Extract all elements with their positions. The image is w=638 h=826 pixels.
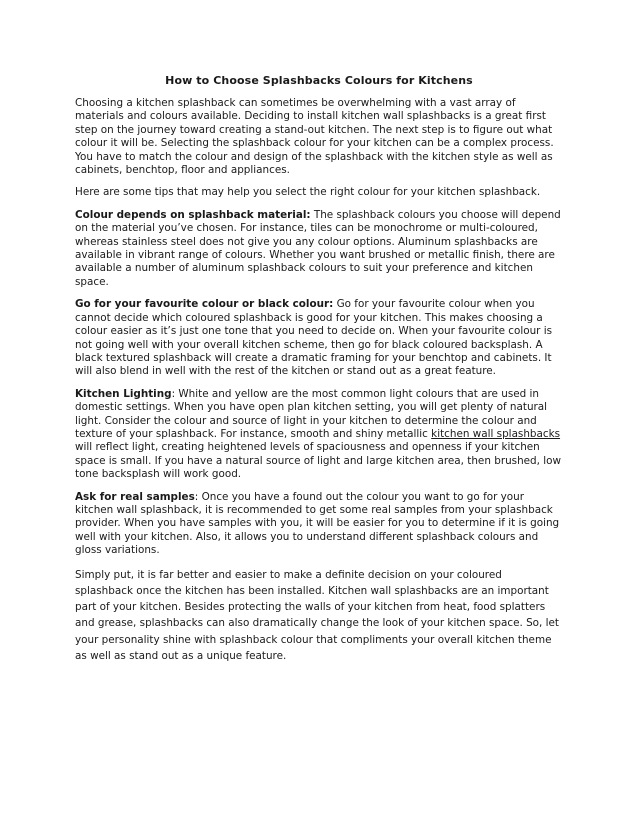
- tip-paragraph-material: [75, 209, 563, 289]
- tip-heading-favourite-colour: Go for your favourite colour or black colour:: [75, 298, 334, 311]
- tip-heading-material: Colour depends on splashback material:: [75, 208, 311, 221]
- kitchen-wall-splashbacks-link[interactable]: kitchen wall splashbacks: [431, 427, 561, 440]
- tip-heading-lighting: Kitchen Lighting: [75, 387, 172, 400]
- document-page: [75, 73, 563, 673]
- tip-paragraph-samples: [75, 491, 563, 558]
- tip-body-samples: : Once you have a found out the colour you want to go for your kitchen wall splashback, it is recommended to get some real samples from your splashback provider. When you have samples with you, it will be easier for you to determine if it is going well with your kitchen. Also, it allows you to understand different splashback colours and gloss variations.: [75, 490, 560, 557]
- tip-paragraph-lighting: [75, 388, 563, 482]
- tip-body-lighting-before-link: : White and yellow are the most common light colours that are used in domestic settings. When you have open plan kitchen setting, you will get plenty of natural light. Consider the colour and source of light in your kitchen to determine the colour and texture of your splashback. For instance, smooth and shiny metallic: [75, 387, 548, 440]
- tip-heading-samples: Ask for real samples: [75, 490, 195, 503]
- tip-body-material: The splashback colours you choose will depend on the material you’ve chosen. For instance, tiles can be monochrome or multi-coloured, whereas stainless steel does not give you any colour options. Aluminum splashbacks are available in vibrant range of colours. Whether you want brushed or metallic finish, there are available a number of aluminum splashback colours to suit your preference and kitchen space.: [75, 208, 561, 288]
- tip-paragraph-favourite-colour: [75, 298, 563, 378]
- tip-body-lighting-after-link: will reflect light, creating heightened levels of spaciousness and openness if your kitchen space is small. If you have a natural source of light and large kitchen area, then brushed, low tone backsplash will work good.: [75, 441, 562, 481]
- conclusion-paragraph: Simply put, it is far better and easier to make a definite decision on your coloured splashback once the kitchen has been installed. Kitchen wall splashbacks are an important part of your kitchen. Besides protecting the walls of your kitchen from heat, food splatters and grease, splashbacks can also dramatically change the look of your kitchen space. So, let your personality shine with splashback colour that compliments your overall kitchen theme as well as stand out as a unique feature.: [75, 568, 559, 663]
- page-title: How to Choose Splashbacks Colours for Kitchens: [165, 74, 473, 87]
- intro-paragraph: Choosing a kitchen splashback can sometimes be overwhelming with a vast array of materials and colours available. Deciding to install kitchen wall splashbacks is a great first step on the journey toward creating a stand-out kitchen. The next step is to figure out what colour it will be. Selecting the splashback colour for your kitchen can be a complex process. You have to match the colour and design of the splashback with the kitchen style as well as cabinets, benchtop, floor and appliances.: [75, 97, 554, 177]
- tips-intro-paragraph: Here are some tips that may help you select the right colour for your kitchen splashback.: [75, 186, 541, 199]
- tip-body-favourite-colour: Go for your favourite colour when you cannot decide which coloured splashback is good for your kitchen. This makes choosing a colour easier as it’s just one tone that you need to decide on. When your favourite colour is not going well with your overall kitchen scheme, then go for black coloured backsplash. A black textured splashback will create a dramatic framing for your benchtop and cabinets. It will also blend in well with the rest of the kitchen or stand out as a great feature.: [75, 298, 553, 378]
